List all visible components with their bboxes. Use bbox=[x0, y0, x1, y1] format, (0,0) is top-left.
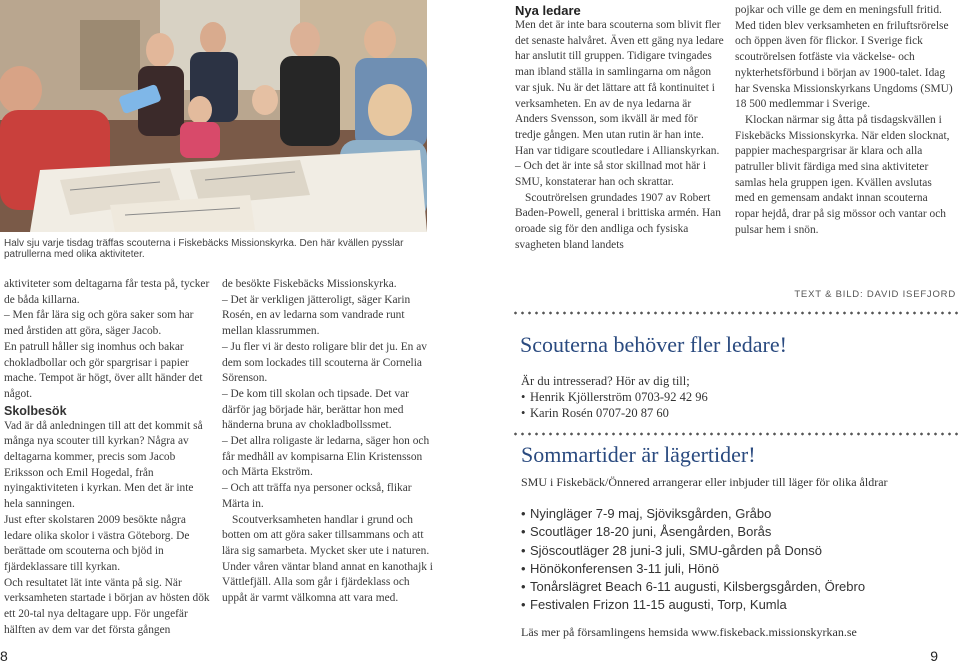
bullet-icon: • bbox=[521, 406, 526, 420]
bullet-icon: • bbox=[521, 560, 526, 576]
page-number-left: 8 bbox=[0, 648, 8, 663]
camps-list bbox=[521, 505, 865, 615]
dotted-divider bbox=[512, 432, 958, 436]
bullet-icon: • bbox=[521, 390, 526, 404]
article-column-2 bbox=[222, 277, 434, 607]
list-item bbox=[521, 542, 865, 560]
paragraph: pojkar och ville ge dem en meningsfull fritid. Med tiden blev verksamheten en friluftsrörelse och öppen även för flickor. I Sverige fick scoutrörelsen fotfäste via väckelse- och nykterhetsförbund i början av 1900-talet. Idag har Svenska Missionskyrkans Ungdoms (SMU) 18 500 medlemmar i Sverige. bbox=[735, 4, 953, 111]
photo-caption: Halv sju varje tisdag träffas scouterna i Fiskebäcks Missionskyrka. Den här kvällen pysslar patrullerna med olika aktiviteter. bbox=[4, 238, 404, 260]
paragraph: – Och det är inte så stor skillnad mot här i SMU, konstaterar han och skrattar. bbox=[515, 160, 707, 189]
list-item bbox=[521, 523, 865, 541]
paragraph: aktiviteter som deltagarna får testa på, tycker de båda killarna. bbox=[4, 278, 210, 306]
paragraph: Just efter skolstaren 2009 besökte några ledare olika skolor i västra Göteborg. De berättade om scouterna och bjöd in fjärdeklassare till kyrkan. bbox=[4, 513, 190, 573]
list-item bbox=[521, 405, 708, 421]
article-column-3 bbox=[515, 3, 725, 254]
paragraph: – Och att träffa nya personer också, flikar Märta in. bbox=[222, 482, 412, 510]
camp-text: Scoutläger 18-20 juni, Åsengården, Borås bbox=[530, 524, 772, 540]
recruit-intro: Är du intresserad? Hör av dig till; bbox=[521, 374, 690, 388]
list-item bbox=[521, 505, 865, 523]
bullet-icon: • bbox=[521, 506, 526, 521]
paragraph: – Det allra roligaste är ledarna, säger hon och får medhåll av kompisarna Elin Kristensson och Märta Ekström. bbox=[222, 435, 430, 479]
contact-text: Henrik Kjöllerström 0703-92 42 96 bbox=[530, 390, 708, 404]
camp-text: Tonårslägret Beach 6-11 augusti, Kilsbergsgården, Örebro bbox=[530, 579, 866, 595]
paragraph: – Det är verkligen jätteroligt, säger Karin Rosén, en av ledarna som vandrade runt mellan klassrummen. bbox=[222, 293, 411, 338]
paragraph: – Ju fler vi är desto roligare blir det ju. En av dem som lockades till scouterna är Cornelia Sörenson. bbox=[222, 340, 427, 385]
camp-text: Hönökonferensen 3-11 juli, Hönö bbox=[530, 560, 720, 576]
camps-heading: Sommartider är lägertider! bbox=[521, 442, 756, 467]
camp-text: Festivalen Frizon 11-15 augusti, Torp, Kumla bbox=[530, 597, 787, 613]
subheading-skolbesok: Skolbesök bbox=[4, 403, 67, 418]
list-item bbox=[521, 389, 708, 405]
paragraph: Vad är då anledningen till att det kommit så många nya scouter till kyrkan? Några av deltagarna kommer, precis som Jacob Eriksson och Emil Hogedal, från nyingaktiviteten i kyrkan. Men det är inte hela sanningen. bbox=[4, 419, 203, 511]
article-column-4 bbox=[735, 3, 953, 239]
bullet-icon: • bbox=[521, 542, 526, 558]
contact-text: Karin Rosén 0707-20 87 60 bbox=[530, 406, 669, 420]
website-link-text: Läs mer på församlingens hemsida www.fiskeback.missionskyrkan.se bbox=[521, 625, 857, 639]
list-item bbox=[521, 578, 865, 596]
paragraph: – De kom till skolan och tipsade. Det var därför jag började här, berättar hon med händerna bruna av chokladbollssmet. bbox=[222, 387, 409, 432]
recruit-heading: Scouterna behöver fler ledare! bbox=[520, 332, 787, 357]
list-item bbox=[521, 596, 865, 614]
paragraph: Men det är inte bara scouterna som blivit fler det senaste halvåret. Även ett gäng nya ledare har anslutit till gruppen. Tidigare tvingades man ibland ställa in samlingarna om någon var sjuk. Nu är det lättare att få kontinuitet i verksamheten. En av de nya ledarna är Anders Svensson, som ikväll är med för tredje gången. Men utan rutin är han inte. Han var tidigare scoutledare i Allianskyrkan. bbox=[515, 19, 724, 157]
paragraph: Klockan närmar sig åtta på tisdagskvällen i Fiskebäcks Missionskyrka. När elden slocknat, pappier machespargrisar är klara och alla patruller blivit färdiga med sina aktiviteter samlas hela gruppen igen. Kvällen avslutas med en gemensam andakt innan scouterna ropar hejdå, drar på sig mössor och vantar och pulsar hem i snön. bbox=[735, 113, 950, 236]
recruit-contacts bbox=[521, 373, 708, 421]
paragraph: Scoutverksamheten handlar i grund och botten om att göra saker tillsammans och att lära sig samarbeta. Mycket sker ute i naturen. Under våren väntar bland annat en kanothajk i Vättlefjäll. Alla som går i fjärdeklass och uppåt är varmt välkomna att vara med. bbox=[222, 513, 433, 605]
paragraph: – Men får lära sig och göra saker som har med årstiden att göra, säger Jacob. bbox=[4, 309, 194, 338]
byline-credit: TEXT & BILD: DAVID ISEFJORD bbox=[794, 289, 956, 300]
camps-intro: SMU i Fiskebäck/Önnered arrangerar eller inbjuder till läger för olika åldrar bbox=[521, 475, 888, 489]
paragraph: Och resultatet lät inte vänta på sig. När verksamheten startade i början av hösten dök ett 20-tal nya deltagare upp. För ungefär hälften av dem var det första gången bbox=[4, 576, 210, 636]
article-column-1 bbox=[4, 277, 214, 638]
camp-text: Nyingläger 7-9 maj, Sjöviksgården, Gråbo bbox=[530, 506, 772, 521]
list-item bbox=[521, 560, 865, 578]
bullet-icon: • bbox=[521, 597, 526, 613]
subheading-nya-ledare: Nya ledare bbox=[515, 3, 581, 18]
paragraph: Scoutrörelsen grundades 1907 av Robert Baden-Powell, general i brittiska armén. Han oroade sig för den andliga och fysiska svagheten bland landets bbox=[515, 191, 721, 251]
bullet-icon: • bbox=[521, 579, 526, 595]
paragraph: En patrull håller sig inomhus och bakar chokladbollar och gör spargrisar i papier mache. Tempot är högt, över allt händer det något. bbox=[4, 340, 203, 400]
bullet-icon: • bbox=[521, 524, 526, 540]
page-number-right: 9 bbox=[930, 648, 938, 663]
scouts-photo bbox=[0, 0, 427, 232]
paragraph: de besökte Fiskebäcks Missionskyrka. bbox=[222, 278, 397, 290]
dotted-divider bbox=[512, 311, 958, 315]
camp-text: Sjöscoutläger 28 juni-3 juli, SMU-gården på Donsö bbox=[530, 542, 822, 558]
